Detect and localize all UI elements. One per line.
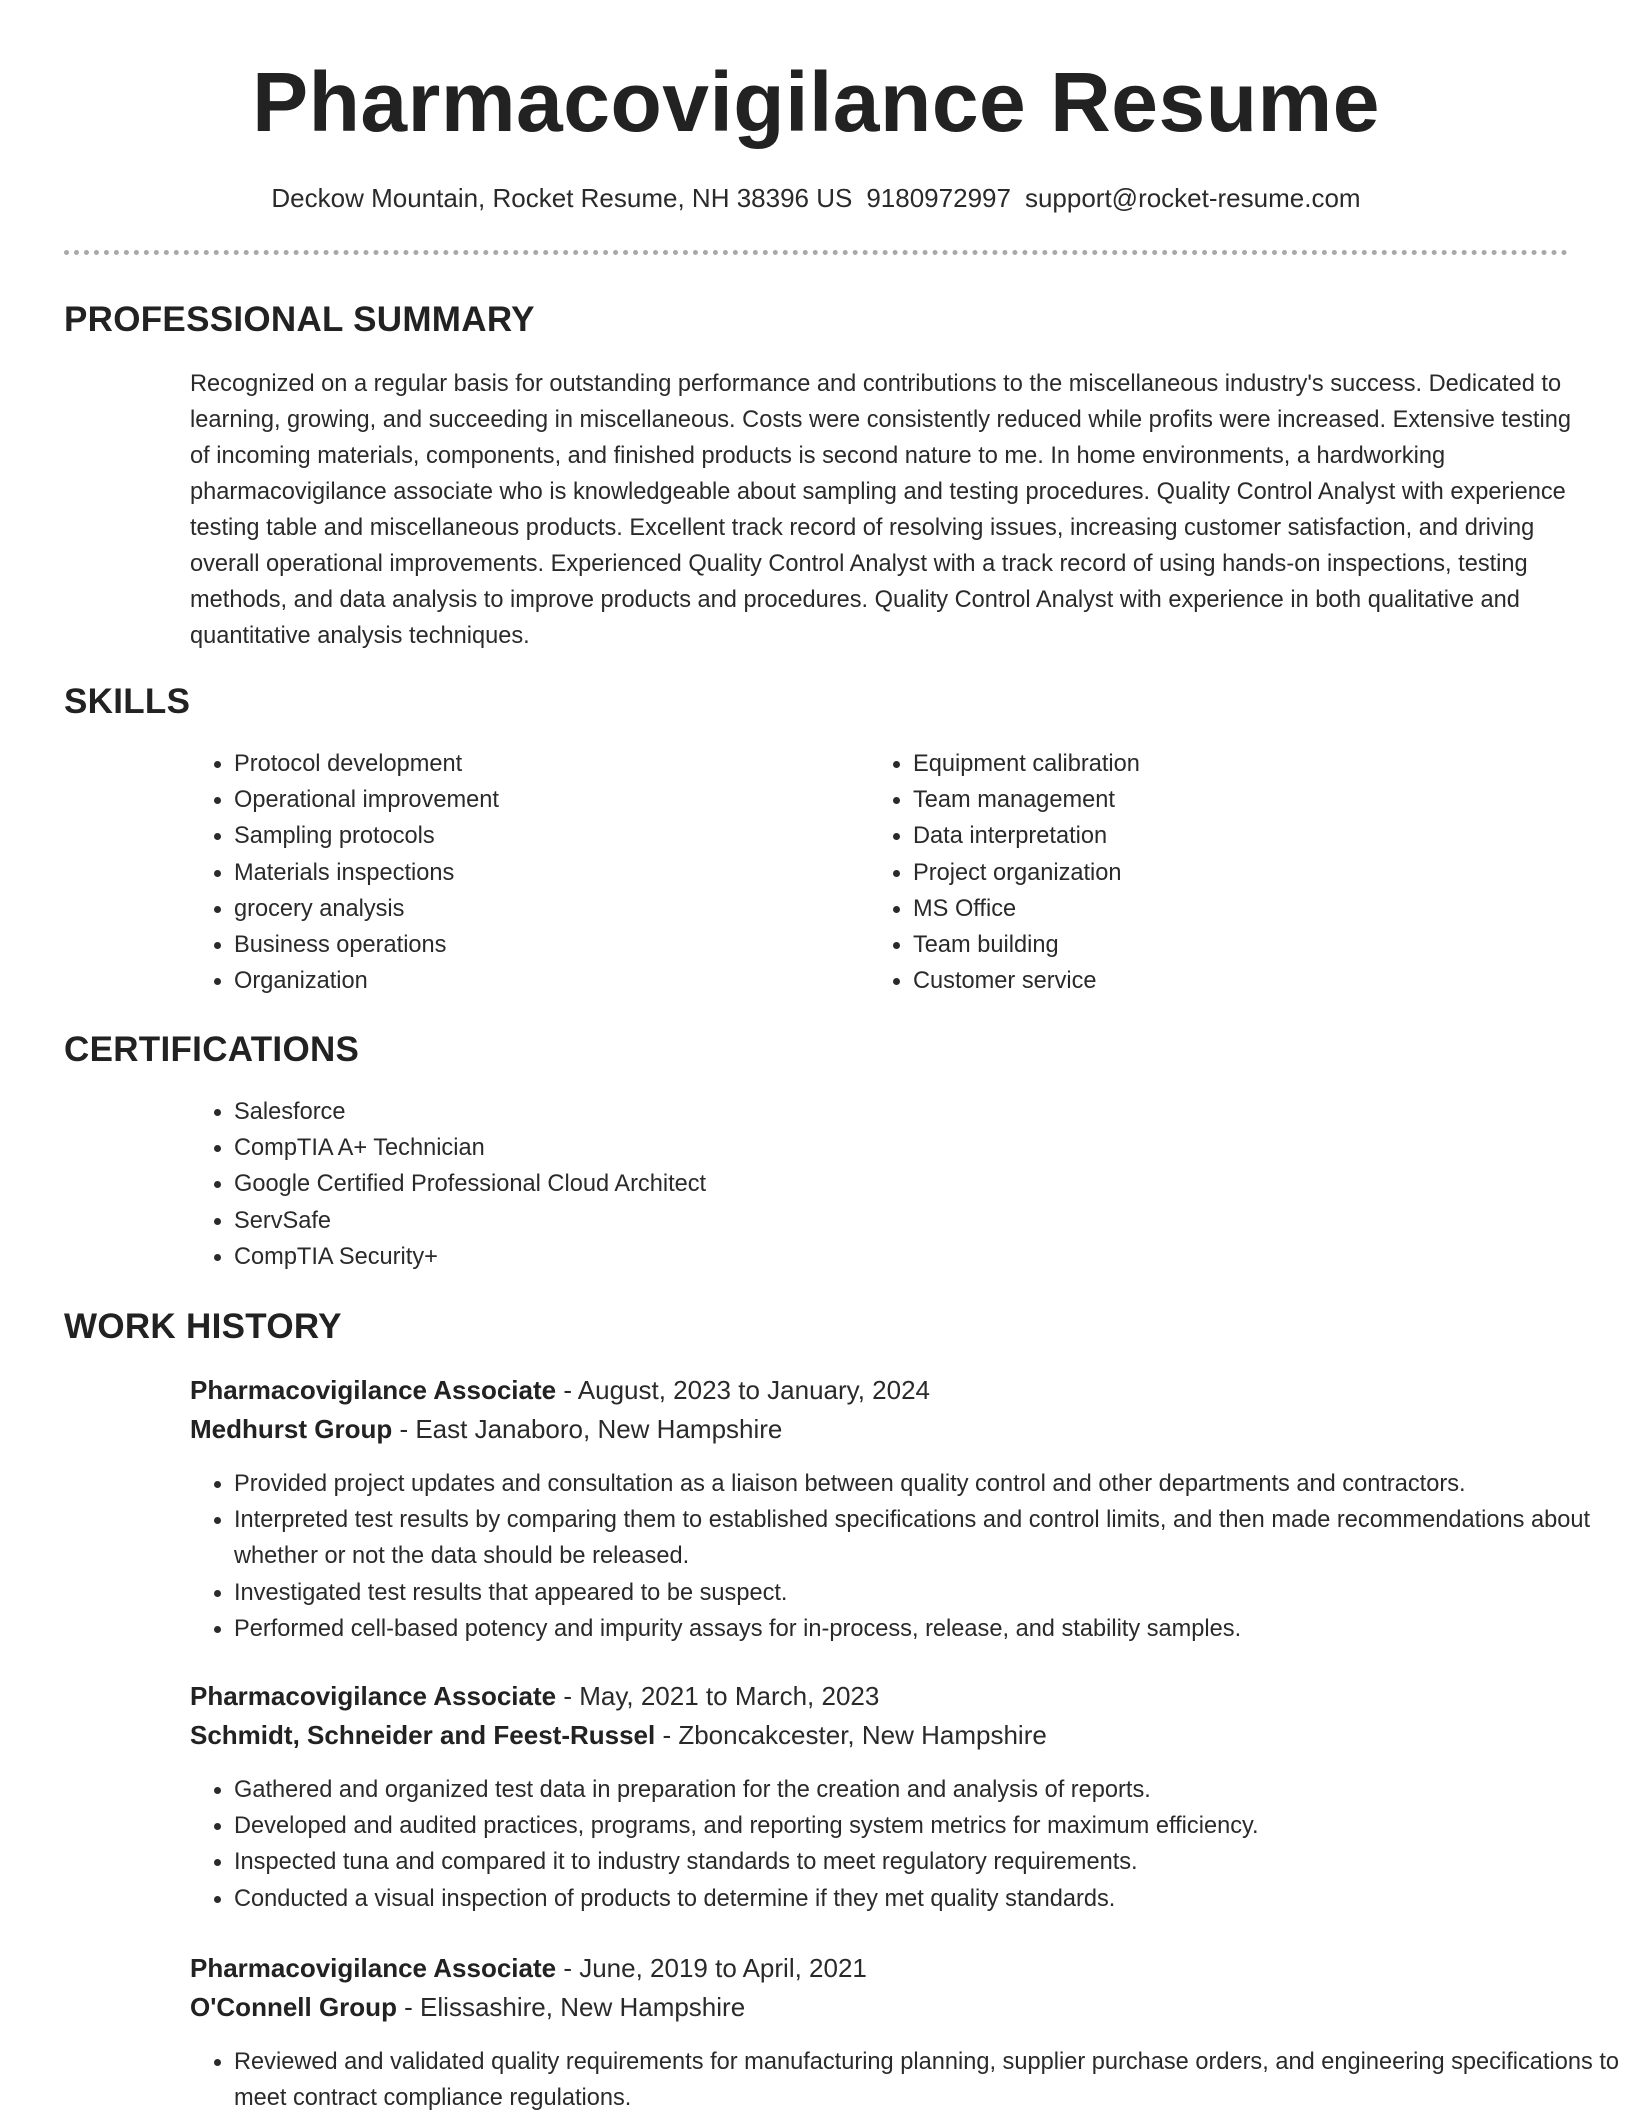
skill-item: • MS Office <box>913 891 1533 927</box>
job-bullet: • Developed and audited practices, programs, and reporting system metrics for maximum efficiency. <box>234 1808 1632 1844</box>
skill-item: • Operational improvement <box>234 782 854 818</box>
job-company-line <box>190 1410 782 1448</box>
job-title-line <box>190 1677 879 1715</box>
skill-item: • Team building <box>913 927 1533 963</box>
job-role: Pharmacovigilance Associate <box>190 1681 557 1711</box>
job-company: Schmidt, Schneider and Feest-Russel <box>190 1720 656 1750</box>
job-bullet: • Inspected tuna and compared it to industry standards to meet regulatory requirements. <box>234 1844 1632 1880</box>
job-location: - Elissashire, New Hampshire <box>396 1992 746 2022</box>
certifications-list <box>190 1094 1534 1275</box>
skills-list-right <box>869 746 1533 999</box>
skill-item: • Team management <box>913 782 1533 818</box>
job-bullet: • Gathered and organized test data in preparation for the creation and analysis of reports. <box>234 1772 1632 1808</box>
skill-item: • Equipment calibration <box>913 746 1533 782</box>
job-bullets <box>190 2044 1632 2116</box>
job-bullets <box>190 1772 1632 1917</box>
job-bullet: • Provided project updates and consultation as a liaison between quality control and other departments and contractors. <box>234 1466 1632 1502</box>
job-bullets <box>190 1466 1632 1647</box>
certifications-heading: CERTIFICATIONS <box>64 1030 360 1069</box>
certification-item: • Google Certified Professional Cloud Architect <box>234 1166 1534 1202</box>
skill-item: • Protocol development <box>234 746 854 782</box>
job-role: Pharmacovigilance Associate <box>190 1375 557 1405</box>
job-bullet: • Performed cell-based potency and impurity assays for in-process, release, and stability samples. <box>234 1611 1632 1647</box>
skills-heading: SKILLS <box>64 682 191 721</box>
skill-item: • Project organization <box>913 855 1533 891</box>
contact-line <box>0 180 1632 216</box>
job-bullet: • Conducted a visual inspection of products to determine if they met quality standards. <box>234 1881 1632 1917</box>
skill-item: • Customer service <box>913 963 1533 999</box>
contact-email: support@rocket-resume.com <box>1024 183 1361 213</box>
job-title-line <box>190 1949 867 1987</box>
job-dates: - June, 2019 to April, 2021 <box>556 1953 867 1983</box>
summary-heading: PROFESSIONAL SUMMARY <box>64 300 535 339</box>
job-bullet: • Interpreted test results by comparing them to established specifications and control limits, and then made recommendations about whether or not the data should be released. <box>234 1502 1632 1574</box>
job-bullet: • Reviewed and validated quality requirements for manufacturing planning, supplier purchase orders, and engineering specifications to meet contract compliance regulations. <box>234 2044 1632 2116</box>
skill-item: • Sampling protocols <box>234 818 854 854</box>
skill-item: • Organization <box>234 963 854 999</box>
skill-item: • Business operations <box>234 927 854 963</box>
work-history-heading: WORK HISTORY <box>64 1307 342 1346</box>
job-company: O'Connell Group <box>190 1992 397 2022</box>
job-title-line <box>190 1371 930 1409</box>
summary-text: Recognized on a regular basis for outstanding performance and contributions to the miscellaneous industry's success. Dedicated to learning, growing, and succeeding in miscellaneous. Costs were consistently reduced while profits were increased. Extensive testing of incoming materials, components, and finished products is second nature to me. In home environments, a hardworking pharmacovigilance associate who is knowledgeable about sampling and testing procedures. Quality Control Analyst with experience testing table and miscellaneous products. Excellent track record of resolving issues, increasing customer satisfaction, and driving overall operational improvements. Experienced Quality Control Analyst with a track record of using hands-on inspections, testing methods, and data analysis to improve products and procedures. Quality Control Analyst with experience in both qualitative and quantitative analysis techniques. <box>190 371 1571 649</box>
certification-item: • CompTIA A+ Technician <box>234 1130 1534 1166</box>
job-role: Pharmacovigilance Associate <box>190 1953 557 1983</box>
job-location: - East Janaboro, New Hampshire <box>392 1414 783 1444</box>
certification-item: • CompTIA Security+ <box>234 1239 1534 1275</box>
job-company-line <box>190 1988 745 2026</box>
job-location: - Zboncakcester, New Hampshire <box>655 1720 1047 1750</box>
job-company-line <box>190 1716 1047 1754</box>
skill-item: • Data interpretation <box>913 818 1533 854</box>
resume-title: Pharmacovigilance Resume <box>252 55 1380 149</box>
job-dates: - May, 2021 to March, 2023 <box>556 1681 880 1711</box>
job-company: Medhurst Group <box>190 1414 393 1444</box>
job-bullet: • Investigated test results that appeared to be suspect. <box>234 1575 1632 1611</box>
header-divider <box>64 250 1568 255</box>
skill-item: • Materials inspections <box>234 855 854 891</box>
certification-item: • ServSafe <box>234 1203 1534 1239</box>
certification-item: • Salesforce <box>234 1094 1534 1130</box>
job-dates: - August, 2023 to January, 2024 <box>556 1375 930 1405</box>
contact-phone: 9180972997 <box>866 183 1011 213</box>
skills-list-left <box>190 746 854 999</box>
contact-address: Deckow Mountain, Rocket Resume, NH 38396 US <box>271 183 853 213</box>
skill-item: • grocery analysis <box>234 891 854 927</box>
